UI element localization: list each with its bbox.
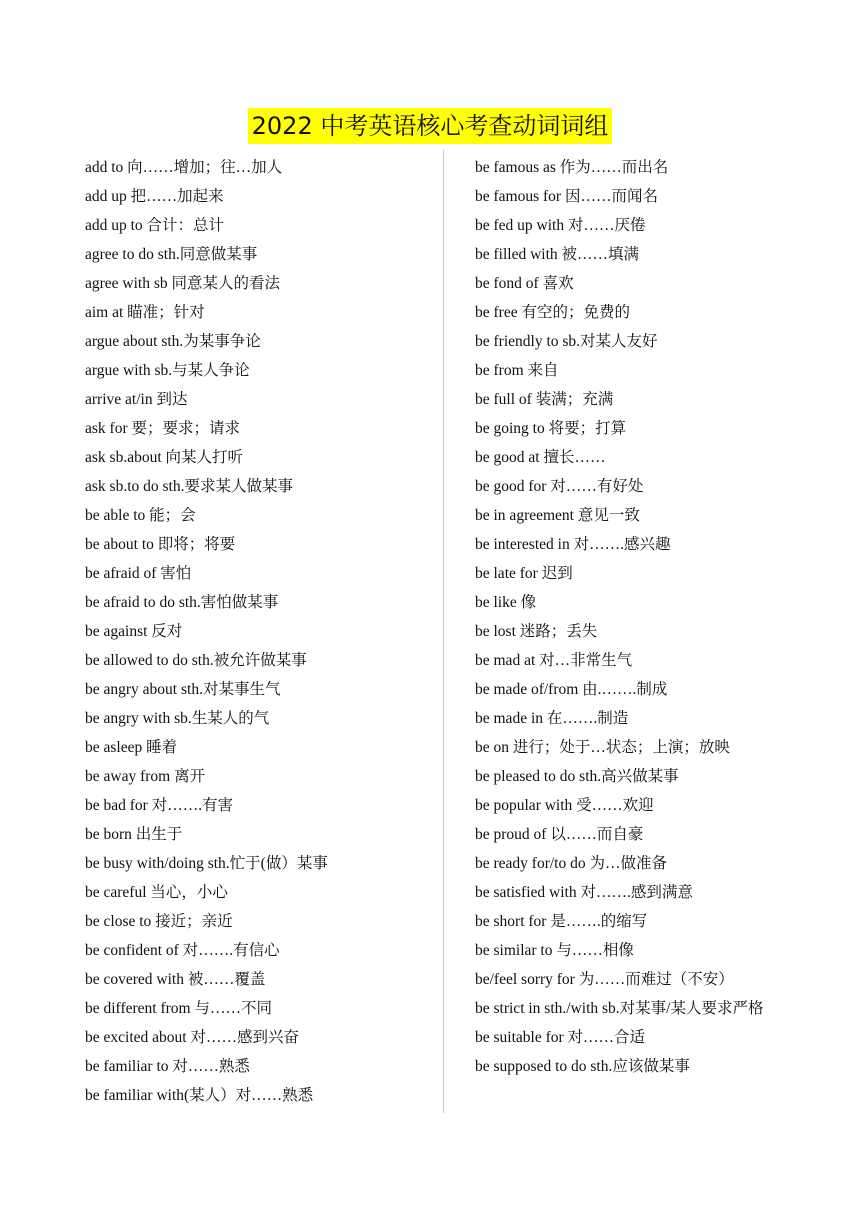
- phrase-item: be strict in sth./with sb.对某事/某人要求严格: [475, 1000, 764, 1017]
- phrase-item: be suitable for 对……合适: [475, 1029, 646, 1046]
- phrase-item: be filled with 被……填满: [475, 246, 640, 263]
- phrase-item: be pleased to do sth.高兴做某事: [475, 768, 679, 785]
- phrase-item: be supposed to do sth.应该做某事: [475, 1058, 690, 1075]
- phrase-item: be born 出生于: [85, 826, 183, 843]
- phrase-item: be going to 将要；打算: [475, 420, 627, 437]
- phrase-item: arrive at/in 到达: [85, 391, 188, 408]
- phrase-item: argue with sb.与某人争论: [85, 362, 250, 379]
- title-wrapper: [0, 108, 860, 144]
- phrase-item: be able to 能；会: [85, 507, 196, 524]
- phrase-item: be like 像: [475, 594, 537, 611]
- phrase-item: be good for 对……有好处: [475, 478, 644, 495]
- phrase-item: ask sb.about 向某人打听: [85, 449, 244, 466]
- phrase-item: be covered with 被……覆盖: [85, 971, 266, 988]
- phrase-item: add up to 合计：总计: [85, 217, 225, 234]
- phrase-item: add to 向……增加；往…加人: [85, 159, 283, 176]
- phrase-item: agree to do sth.同意做某事: [85, 246, 258, 263]
- phrase-item: be famous for 因……而闻名: [475, 188, 658, 205]
- phrase-item: be angry about sth.对某事生气: [85, 681, 281, 698]
- phrase-item: be interested in 对…….感兴趣: [475, 536, 671, 553]
- phrase-item: ask for 要；要求；请求: [85, 420, 240, 437]
- phrase-item: be bad for 对…….有害: [85, 797, 234, 814]
- phrase-item: be in agreement 意见一致: [475, 507, 640, 524]
- phrase-item: be fond of 喜欢: [475, 275, 574, 292]
- phrase-item: be mad at 对…非常生气: [475, 652, 633, 669]
- phrase-item: be familiar with(某人）对……熟悉: [85, 1087, 314, 1104]
- phrase-item: be proud of 以……而自豪: [475, 826, 644, 843]
- right-column: [475, 153, 775, 1081]
- phrase-item: agree with sb 同意某人的看法: [85, 275, 281, 292]
- phrase-item: be against 反对: [85, 623, 183, 640]
- phrase-item: ask sb.to do sth.要求某人做某事: [85, 478, 293, 495]
- phrase-item: argue about sth.为某事争论: [85, 333, 261, 350]
- phrase-item: be friendly to sb.对某人友好: [475, 333, 658, 350]
- phrase-item: be popular with 受……欢迎: [475, 797, 654, 814]
- phrase-item: be careful 当心，小心: [85, 884, 228, 901]
- phrase-item: be from 来自: [475, 362, 559, 379]
- phrase-item: be afraid of 害怕: [85, 565, 192, 582]
- phrase-item: be ready for/to do 为…做准备: [475, 855, 667, 872]
- phrase-item: be lost 迷路；丢失: [475, 623, 598, 640]
- column-divider: [443, 150, 444, 1113]
- phrase-item: be/feel sorry for 为……而难过（不安）: [475, 971, 734, 988]
- phrase-item: aim at 瞄准；针对: [85, 304, 205, 321]
- phrase-item: be good at 擅长……: [475, 449, 606, 466]
- phrase-item: add up 把……加起来: [85, 188, 224, 205]
- phrase-item: be fed up with 对……厌倦: [475, 217, 646, 234]
- phrase-item: be familiar to 对……熟悉: [85, 1058, 250, 1075]
- phrase-item: be famous as 作为……而出名: [475, 159, 669, 176]
- phrase-item: be close to 接近；亲近: [85, 913, 233, 930]
- phrase-item: be excited about 对……感到兴奋: [85, 1029, 299, 1046]
- phrase-item: be afraid to do sth.害怕做某事: [85, 594, 279, 611]
- phrase-item: be different from 与……不同: [85, 1000, 272, 1017]
- phrase-item: be on 进行；处于…状态；上演；放映: [475, 739, 730, 756]
- left-column: [85, 153, 430, 1110]
- phrase-item: be made of/from 由.…….制成: [475, 681, 668, 698]
- page-title: 2022 中考英语核心考查动词词组: [248, 108, 613, 144]
- phrase-item: be late for 迟到: [475, 565, 573, 582]
- phrase-item: be short for 是…….的缩写: [475, 913, 648, 930]
- phrase-item: be made in 在…….制造: [475, 710, 629, 727]
- phrase-item: be confident of 对…….有信心: [85, 942, 280, 959]
- phrase-item: be away from 离开: [85, 768, 206, 785]
- phrase-item: be satisfied with 对…….感到满意: [475, 884, 693, 901]
- phrase-item: be about to 即将；将要: [85, 536, 236, 553]
- phrase-item: be similar to 与……相像: [475, 942, 634, 959]
- phrase-item: be asleep 睡着: [85, 739, 178, 756]
- phrase-item: be busy with/doing sth.忙于(做）某事: [85, 855, 328, 872]
- phrase-item: be full of 装满；充满: [475, 391, 614, 408]
- phrase-item: be allowed to do sth.被允许做某事: [85, 652, 307, 669]
- phrase-item: be angry with sb.生某人的气: [85, 710, 270, 727]
- phrase-item: be free 有空的；免费的: [475, 304, 630, 321]
